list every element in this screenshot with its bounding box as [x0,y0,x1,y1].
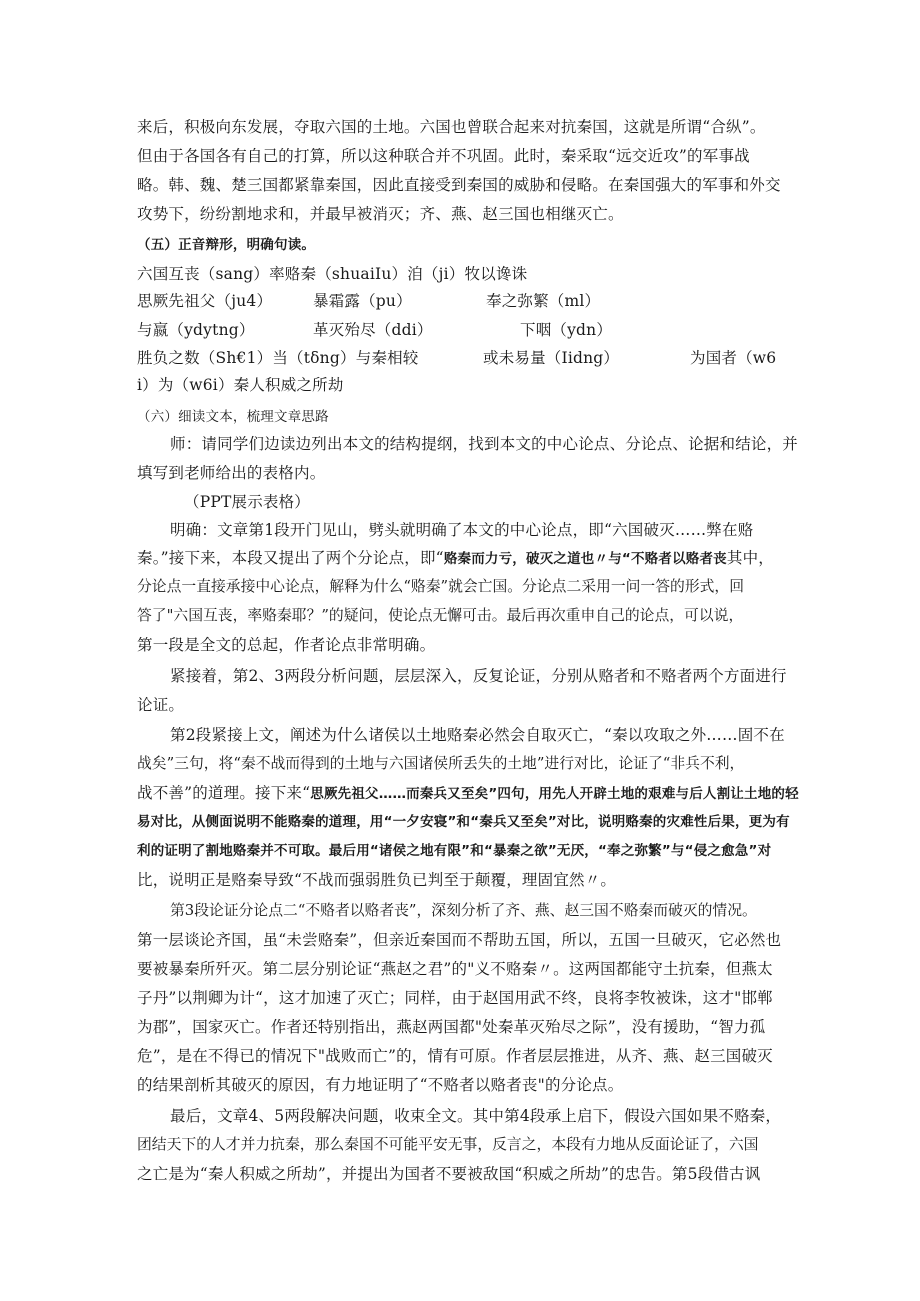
pronunciation-item: 胜负之数（Sh€1）当（tδng）与秦相较 [137,349,419,367]
text-line: 明确：文章第1段开门见山，劈头就明确了本文的中心论点，即“六国破灭……弊在赂 [170,521,754,539]
text-line: 为郡”，国家灭亡。作者还特别指出，燕赵两国都"处秦革灭殆尽之际”，没有援助，“智力孤 [137,1018,766,1036]
text-line: 但由于各国各有自己的打算，所以这种联合并不巩固。此时，秦采取“远交近攻”的军事战 [137,147,750,165]
pronunciation-line: 六国互丧（sang）率赂秦（shuaiIu）洎（ji）牧以谗诛 [137,265,528,283]
text-line: 最后，文章4、5两段解决问题，收束全文。其中第4段承上启下，假设六国如果不赂秦， [170,1107,782,1125]
section-heading: （五）正音辩形，明确句读。 [137,237,316,253]
text-line: 略。韩、魏、楚三国都紧靠秦国，因此直接受到秦国的威胁和侵略。在秦国强大的军事和外交 [137,176,781,194]
text-line: 的结果剖析其破灭的原因，有力地证明了“不赂者以赂者丧"的分论点。 [137,1076,624,1094]
text-line: 易对比，从侧面说明不能赂秦的道理，用“一夕安寝”和“秦兵又至矣”对比，说明赂秦的灾难性后果，更为有 [137,814,790,830]
text-line: 子丹”以荆卿为计“，这才加速了灭亡；同样，由于赵国用武不终，良将李牧被诛，这才"邯郸 [137,989,773,1007]
text-line: 第一段是全文的总起，作者论点非常明确。 [137,636,436,654]
text-line [137,783,799,804]
bold-span: 赂秦而力亏，破灭之道也〃与“不赂者以赂者丧 [443,551,727,567]
text-line: 危”，是在不得已的情况下"战败而亡”的，情有可原。作者层层推进，从齐、燕、赵三国破灭 [137,1047,773,1065]
text-line: 师：请同学们边读边列出本文的结构提纲，找到本文的中心论点、分论点、论据和结论，并 [170,435,799,453]
text-line: 第一层谈论齐国，虽“未尝赂秦”，但亲近秦国而不帮助五国，所以，五国一旦破灭，它必然也 [137,931,782,949]
text-line: 填写到老师给出的表格内。 [137,464,326,482]
pronunciation-item: 思厥先祖父（ju4） [137,292,273,310]
text-line: 第3段论证分论点二“不赂者以赂者丧”，深刻分析了齐、燕、赵三国不赂秦而破灭的情况。 [170,902,757,919]
text-line: 利的证明了割地赂秦并不可取。最后用“诸侯之地有限”和“暴秦之欲”无厌，“奉之弥繁”与“侵之愈急”对 [137,843,772,859]
pronunciation-item: 或未易量（Iidng） [483,349,620,367]
text-line: 论证。 [137,696,185,714]
text-line: （PPT展示表格） [184,493,310,511]
text-span: 秦。”接下来，本段又提出了两个分论点，即“ [137,549,444,567]
text-line: 答了"六国互丧，率赂秦耶？”的疑问，使论点无懈可击。最后再次重申自己的论点，可以说， [137,607,744,624]
text-line: 攻势下，纷纷割地求和，并最早被消灭；齐、燕、赵三国也相继灭亡。 [137,205,624,223]
text-line: 紧接着，第2、3两段分析问题，层层深入，反复论证，分别从赂者和不赂者两个方面进行 [170,667,787,685]
section-heading: （六）细读文本，梳理文章思路 [137,409,329,425]
text-line: 比，说明正是赂秦导致“不战而强弱胜负已判至于颠覆，理固宜然〃。 [137,871,617,889]
pronunciation-item: 奉之弥繁（ml） [486,292,601,310]
text-line: 要被暴秦所歼灭。第二层分别论证“燕赵之君”的"义不赂秦〃。这两国都能守土抗秦，但燕太 [137,960,773,978]
pronunciation-item: 与嬴（ydytng） [137,321,255,339]
text-span: 其中， [726,549,774,567]
pronunciation-item: 下咽（ydn） [520,321,613,339]
text-line: 第2段紧接上文，阐述为什么诸侯以土地赂秦必然会自取灭亡，“秦以攻取之外……固不在 [170,726,785,744]
text-line: 团结天下的人才并力抗秦，那么秦国不可能平安无事，反言之，本段有力地从反面论证了，六国 [137,1136,759,1153]
pronunciation-item: 为国者（w6 [690,349,777,367]
text-line [137,548,774,569]
text-span: 战不善”的道理。接下来“ [137,784,311,802]
text-line: 分论点一直接承接中心论点，解释为什么“赂秦”就会亡国。分论点二采用一问一答的形式，回 [137,578,745,595]
pronunciation-item: 革灭殆尽（ddi） [313,321,433,339]
text-line: 战矣”三句，将“秦不战而得到的土地与六国诸侯所丢失的土地”进行对比，论证了“非兵不利， [137,755,745,772]
bold-span: 思厥先祖父……而秦兵又至矣”四句，用先人开辟土地的艰难与后人割让土地的轻 [310,786,799,802]
pronunciation-item: 暴霜露（pu） [313,292,412,310]
text-line: 之亡是为“秦人积威之所劫”，并提出为国者不要被敌国“积威之所劫”的忠告。第5段借古讽 [137,1165,761,1183]
pronunciation-item: i）为（w6i）秦人积威之所劫 [137,376,344,394]
text-line: 来后，积极向东发展，夺取六国的土地。六国也曾联合起来对抗秦国，这就是所谓“合纵”。 [137,118,766,136]
